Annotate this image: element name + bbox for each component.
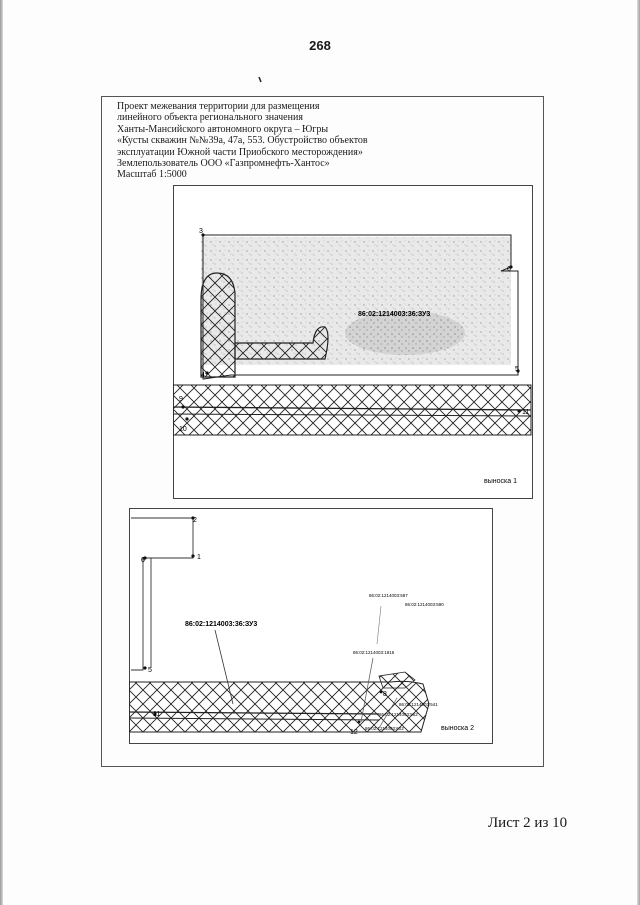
svg-text:3: 3 [199, 228, 203, 235]
sheet-label: Лист 2 из 10 [488, 815, 568, 831]
svg-text:6: 6 [507, 266, 511, 273]
point-11 [153, 711, 160, 718]
inset-caption: выноска 2 [441, 725, 474, 732]
svg-text:5: 5 [148, 667, 152, 674]
inset-caption: выноска 1 [484, 478, 517, 485]
cadastral-label: 86:02:1214003:587 [369, 593, 408, 598]
page-number: 268 [309, 38, 331, 53]
svg-text:11: 11 [153, 711, 161, 718]
point-2 [191, 516, 197, 524]
svg-text:1: 1 [197, 554, 201, 561]
svg-text:4: 4 [201, 372, 205, 379]
header-line: Землепользователь ООО «Газпромнефть-Хантос» [117, 158, 330, 170]
hatched-pipeline-vertical [201, 273, 235, 377]
scan-edge-left [0, 0, 3, 905]
svg-text:12: 12 [350, 729, 358, 736]
cadastral-label: 86:02:1214003:562 [379, 712, 418, 717]
parcel-label: 86:02:1214003:36:ЗУ3 [185, 621, 258, 628]
inset-map-2 [129, 508, 493, 745]
parcel-label: 86:02:1214003:36:ЗУ3 [358, 311, 431, 318]
header-line: Ханты-Мансийского автономного округа – Югры [117, 123, 329, 135]
header-line: Масштаб 1:5000 [117, 169, 187, 181]
svg-text:6: 6 [141, 557, 145, 564]
svg-text:11: 11 [522, 409, 530, 416]
svg-text:10: 10 [179, 426, 187, 433]
stray-mark [256, 76, 264, 84]
cadastral-label: 86:02:1214003:541 [399, 702, 438, 707]
svg-text:8: 8 [383, 691, 387, 698]
svg-text:5: 5 [515, 366, 519, 373]
header-line: Проект межевания территории для размещения [117, 101, 320, 112]
header-line: линейного объекта регионального значения [117, 112, 303, 124]
inset-map-1 [173, 185, 533, 500]
project-header [117, 101, 368, 181]
cadastral-label: 86:02:1214003:1916 [353, 650, 395, 655]
header-line: «Кусты скважин №№39а, 47а, 553. Обустройство объектов [117, 135, 368, 147]
cadastral-label: 86:02:1214003:602 [365, 726, 404, 731]
header-line: эксплуатации Южной части Приобского месторождения» [117, 146, 363, 158]
svg-text:9: 9 [179, 396, 183, 403]
cadastral-label: 86:02:1214003:590 [405, 602, 444, 607]
hatched-road-corridor [129, 681, 429, 732]
svg-text:2: 2 [193, 517, 197, 524]
